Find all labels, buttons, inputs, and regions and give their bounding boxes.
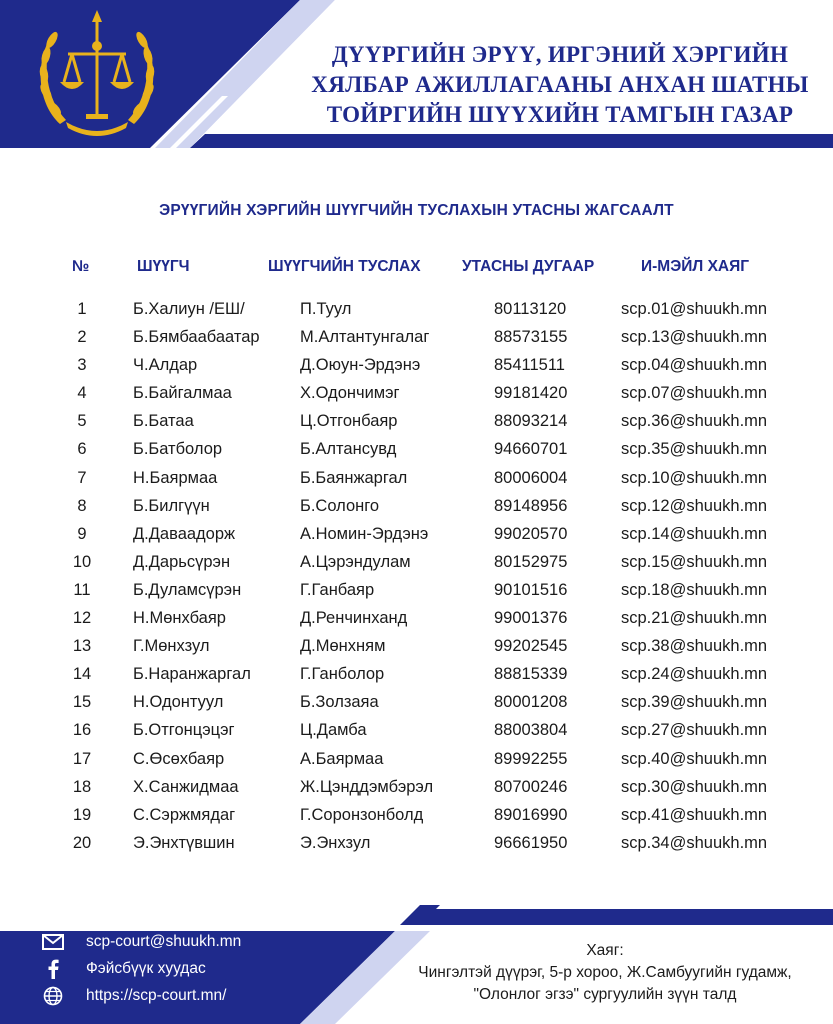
email-address: scp.27@shuukh.mn: [621, 721, 768, 740]
judge-name: Х.Санжидмаа: [133, 777, 239, 796]
address-label: Хаяг:: [586, 942, 624, 959]
row-number: 17: [72, 749, 92, 768]
list-title: ЭРҮҮГИЙН ХЭРГИЙН ШҮҮГЧИЙН ТУСЛАХЫН УТАСНЫ ЖАГСААЛТ: [159, 202, 674, 219]
table-row: [0, 778, 833, 806]
email-address: scp.13@shuukh.mn: [621, 328, 768, 347]
row-number: 2: [77, 328, 87, 347]
facebook-icon: [38, 959, 68, 979]
row-number: 20: [72, 833, 92, 852]
phone-number: 88815339: [494, 665, 568, 684]
row-number: 4: [77, 384, 87, 403]
phone-number: 80152975: [494, 552, 568, 571]
footer-website-line: [38, 982, 241, 1009]
table-row: [0, 384, 833, 412]
assistant-name: П.Туул: [300, 300, 352, 318]
assistant-name: А.Цэрэндулам: [300, 552, 411, 571]
footer-facebook-line: [38, 955, 241, 982]
header-banner: [0, 0, 833, 150]
table-row: [0, 693, 833, 721]
assistant-name: Ж.Цэнддэмбэрэл: [300, 777, 434, 796]
judge-name: Э.Энхтүвшин: [133, 833, 235, 852]
phone-number: 90101516: [494, 580, 568, 599]
email-address: scp.15@shuukh.mn: [621, 552, 768, 571]
assistant-name: Г.Ганболор: [300, 665, 385, 684]
email-address: scp.30@shuukh.mn: [621, 777, 768, 796]
row-number: 14: [72, 665, 92, 684]
phone-number: 88003804: [494, 721, 568, 740]
phone-number: 96661950: [494, 833, 568, 852]
phone-number: 80001208: [494, 693, 568, 712]
email-address: scp.35@shuukh.mn: [621, 440, 768, 459]
assistant-name: Д.Ренчинханд: [300, 609, 408, 628]
assistant-name: М.Алтантунгалаг: [300, 328, 430, 347]
assistant-name: А.Номин-Эрдэнэ: [300, 524, 429, 543]
assistant-name: Б.Солонго: [300, 496, 380, 515]
phone-number: 88093214: [494, 412, 568, 431]
row-number: 9: [77, 524, 87, 543]
column-header-phone: УТАСНЫ ДУГААР: [462, 258, 595, 275]
judge-name: Б.Билгүүн: [133, 496, 210, 515]
table-row: [0, 721, 833, 749]
judge-name: Д.Дарьсүрэн: [133, 552, 231, 571]
email-address: scp.10@shuukh.mn: [621, 468, 768, 487]
row-number: 12: [72, 609, 92, 628]
globe-icon: [38, 986, 68, 1006]
judge-name: Ч.Алдар: [133, 356, 198, 375]
assistant-name: Б.Алтансувд: [300, 440, 397, 459]
row-number: 6: [77, 440, 87, 459]
assistant-name: Г.Соронзонболд: [300, 805, 424, 824]
email-address: scp.40@shuukh.mn: [621, 749, 768, 768]
row-number: 1: [77, 300, 87, 318]
table-row: [0, 440, 833, 468]
table-row: [0, 412, 833, 440]
footer-website[interactable]: https://scp-court.mn/: [86, 986, 227, 1004]
table-row: [0, 300, 833, 328]
assistant-name: Ц.Отгонбаяр: [300, 412, 398, 431]
table-row: [0, 581, 833, 609]
judge-name: Б.Батаа: [133, 412, 194, 431]
table-row: [0, 525, 833, 553]
court-title-line-3: ТОЙРГИЙН ШҮҮХИЙН ТАМГЫН ГАЗАР: [326, 102, 794, 127]
phone-number: 80113120: [494, 300, 567, 318]
column-header-email: И-МЭЙЛ ХАЯГ: [641, 258, 750, 275]
table-row: [0, 834, 833, 862]
phone-number: 89016990: [494, 805, 568, 824]
table-row: [0, 497, 833, 525]
footer-contacts: [38, 928, 241, 1009]
footer-facebook[interactable]: Фэйсбүүк хуудас: [86, 959, 206, 977]
email-address: scp.24@shuukh.mn: [621, 665, 768, 684]
table-row: [0, 356, 833, 384]
email-address: scp.41@shuukh.mn: [621, 805, 768, 824]
phone-number: 99020570: [494, 524, 568, 543]
address-line-1: Чингэлтэй дүүрэг, 5-р хороо, Ж.Самбуугийн гудамж,: [418, 964, 792, 981]
address-line-2: "Олонлог эгзэ" сургуулийн зүүн талд: [473, 986, 737, 1003]
court-title-line-1: ДҮҮРГИЙН ЭРҮҮ, ИРГЭНИЙ ХЭРГИЙН: [331, 42, 789, 67]
row-number: 3: [77, 356, 87, 375]
table-row: [0, 665, 833, 693]
column-header-judge: ШҮҮГЧ: [137, 258, 190, 275]
court-title: [300, 40, 820, 130]
assistant-name: Б.Баянжаргал: [300, 468, 408, 487]
phone-number: 99001376: [494, 609, 568, 628]
phone-number: 89148956: [494, 496, 568, 515]
phone-number: 88573155: [494, 328, 568, 347]
row-number: 15: [72, 693, 92, 712]
email-address: scp.38@shuukh.mn: [621, 637, 768, 656]
row-number: 11: [73, 580, 91, 599]
row-number: 19: [72, 805, 92, 824]
phone-number: 94660701: [494, 440, 568, 459]
row-number: 13: [72, 637, 92, 656]
row-number: 5: [77, 412, 87, 431]
table-body: [0, 300, 833, 862]
assistant-name: Ц.Дамба: [300, 721, 367, 740]
phone-number: 99181420: [494, 384, 568, 403]
row-number: 7: [77, 468, 87, 487]
mail-icon: [38, 934, 68, 950]
judge-name: Б.Дуламсүрэн: [133, 580, 242, 599]
judge-name: Б.Халиун /ЕШ/: [133, 300, 245, 318]
phone-number: 85411511: [494, 356, 565, 375]
row-number: 10: [72, 552, 92, 571]
judge-name: Б.Батболор: [133, 440, 223, 459]
judge-name: Н.Баярмаа: [133, 468, 218, 487]
phone-number: 89992255: [494, 749, 568, 768]
assistant-name: Д.Мөнхням: [300, 637, 386, 656]
table-row: [0, 609, 833, 637]
court-title-line-2: ХЯЛБАР АЖИЛЛАГААНЫ АНХАН ШАТНЫ: [311, 72, 809, 97]
assistant-name: А.Баярмаа: [300, 749, 384, 768]
phone-number: 99202545: [494, 637, 568, 656]
judge-name: Б.Наранжаргал: [133, 665, 251, 684]
footer-email-line: [38, 928, 241, 955]
email-address: scp.07@shuukh.mn: [621, 384, 768, 403]
email-address: scp.18@shuukh.mn: [621, 580, 768, 599]
assistant-name: Б.Золзаяа: [300, 693, 379, 712]
footer-email[interactable]: scp-court@shuukh.mn: [86, 932, 242, 950]
phone-number: 80700246: [494, 777, 568, 796]
table-row: [0, 637, 833, 665]
email-address: scp.36@shuukh.mn: [621, 412, 768, 431]
court-emblem-icon: [30, 4, 164, 142]
judge-name: С.Сэржмядаг: [133, 805, 236, 824]
judge-name: С.Өсөхбаяр: [133, 749, 225, 768]
table-row: [0, 469, 833, 497]
email-address: scp.21@shuukh.mn: [621, 609, 768, 628]
table-row: [0, 750, 833, 778]
table-row: [0, 553, 833, 581]
footer-address: [395, 940, 815, 1006]
row-number: 16: [72, 721, 92, 740]
table-row: [0, 328, 833, 356]
table-row: [0, 806, 833, 834]
assistant-name: Х.Одончимэг: [300, 384, 400, 403]
row-number: 8: [77, 496, 87, 515]
assistant-name: Д.Оюун-Эрдэнэ: [300, 356, 421, 375]
judge-name: Н.Мөнхбаяр: [133, 609, 226, 628]
email-address: scp.12@shuukh.mn: [621, 496, 768, 515]
judge-name: Д.Даваадорж: [133, 524, 236, 543]
table-header: [0, 258, 833, 282]
email-address: scp.39@shuukh.mn: [621, 693, 768, 712]
email-address: scp.01@shuukh.mn: [621, 300, 768, 318]
judge-name: Н.Одонтуул: [133, 693, 224, 712]
judge-name: Б.Отгонцэцэг: [133, 721, 235, 740]
judge-name: Б.Бямбаабаатар: [133, 328, 260, 347]
column-header-assistant: ШҮҮГЧИЙН ТУСЛАХ: [268, 258, 421, 275]
row-number: 18: [72, 777, 92, 796]
column-header-number: №: [72, 258, 90, 275]
email-address: scp.04@shuukh.mn: [621, 356, 768, 375]
judge-name: Г.Мөнхзул: [133, 637, 210, 656]
assistant-name: Э.Энхзул: [300, 833, 371, 852]
email-address: scp.34@shuukh.mn: [621, 833, 768, 852]
assistant-name: Г.Ганбаяр: [300, 580, 375, 599]
email-address: scp.14@shuukh.mn: [621, 524, 768, 543]
phone-number: 80006004: [494, 468, 568, 487]
judge-name: Б.Байгалмаа: [133, 384, 232, 403]
